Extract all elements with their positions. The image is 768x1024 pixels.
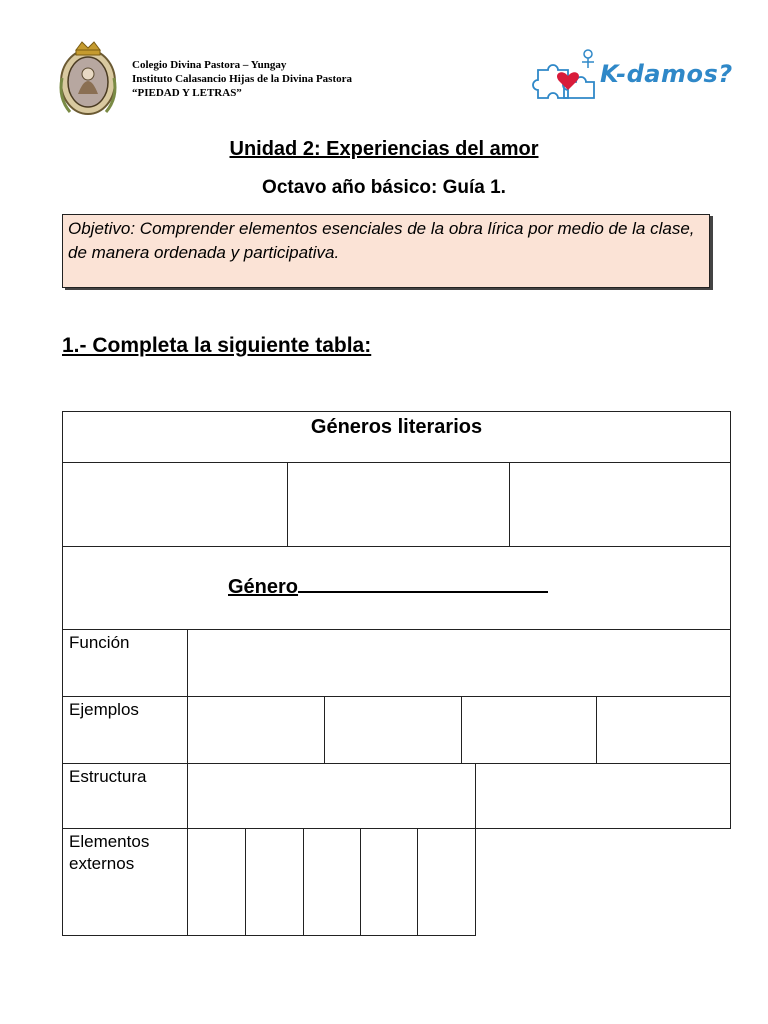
row-label-elementos-externos (62, 828, 188, 936)
school-line-1: Colegio Divina Pastora – Yungay (132, 59, 287, 71)
k-damos-logo-text: K-damos? (600, 60, 733, 88)
row-label-text: Ejemplos (69, 700, 139, 719)
genero-heading (228, 573, 548, 599)
row-label-ejemplos (62, 696, 188, 764)
school-name-block (132, 58, 352, 100)
genre-blank-cell-2[interactable] (287, 462, 510, 547)
elementos-answer-cell-3[interactable] (303, 828, 361, 936)
row-label-text: Elementos externos (69, 832, 150, 873)
objective-text: Objetivo: Comprender elementos esenciales de la obra lírica por medio de la clase, de manera ordenada y participativa. (68, 219, 695, 262)
elementos-answer-cell-4[interactable] (360, 828, 418, 936)
ejemplos-answer-cell-3[interactable] (461, 696, 597, 764)
genero-label: Género (228, 576, 299, 598)
row-label-estructura (62, 763, 188, 829)
objective-box (62, 214, 710, 288)
ejemplos-answer-cell-2[interactable] (324, 696, 462, 764)
school-crest-icon (56, 38, 120, 118)
elementos-answer-cell-2[interactable] (245, 828, 304, 936)
guide-title: Octavo año básico: Guía 1. (262, 177, 506, 198)
school-line-3: “PIEDAD Y LETRAS” (132, 87, 242, 99)
table-header-text: Géneros literarios (310, 416, 483, 438)
genero-blank-line[interactable] (298, 573, 548, 593)
row-label-funcion (62, 629, 188, 697)
estructura-answer-cell-2[interactable] (475, 763, 731, 829)
elementos-answer-cell-5[interactable] (417, 828, 476, 936)
unit-title: Unidad 2: Experiencias del amor (229, 138, 539, 160)
estructura-answer-cell-1[interactable] (187, 763, 476, 829)
school-line-2: Instituto Calasancio Hijas de la Divina Pastora (132, 73, 353, 85)
row-label-text: Función (69, 633, 130, 652)
ejemplos-answer-cell-4[interactable] (596, 696, 731, 764)
ejemplos-answer-cell-1[interactable] (187, 696, 325, 764)
funcion-answer-cell[interactable] (187, 629, 731, 697)
row-label-text: Estructura (69, 767, 147, 786)
genre-blank-cell-3[interactable] (509, 462, 731, 547)
genre-blank-cell-1[interactable] (62, 462, 288, 547)
elementos-answer-cell-1[interactable] (187, 828, 246, 936)
table-header-cell (62, 411, 731, 463)
section-title: 1.- Completa la siguiente tabla: (62, 334, 372, 357)
